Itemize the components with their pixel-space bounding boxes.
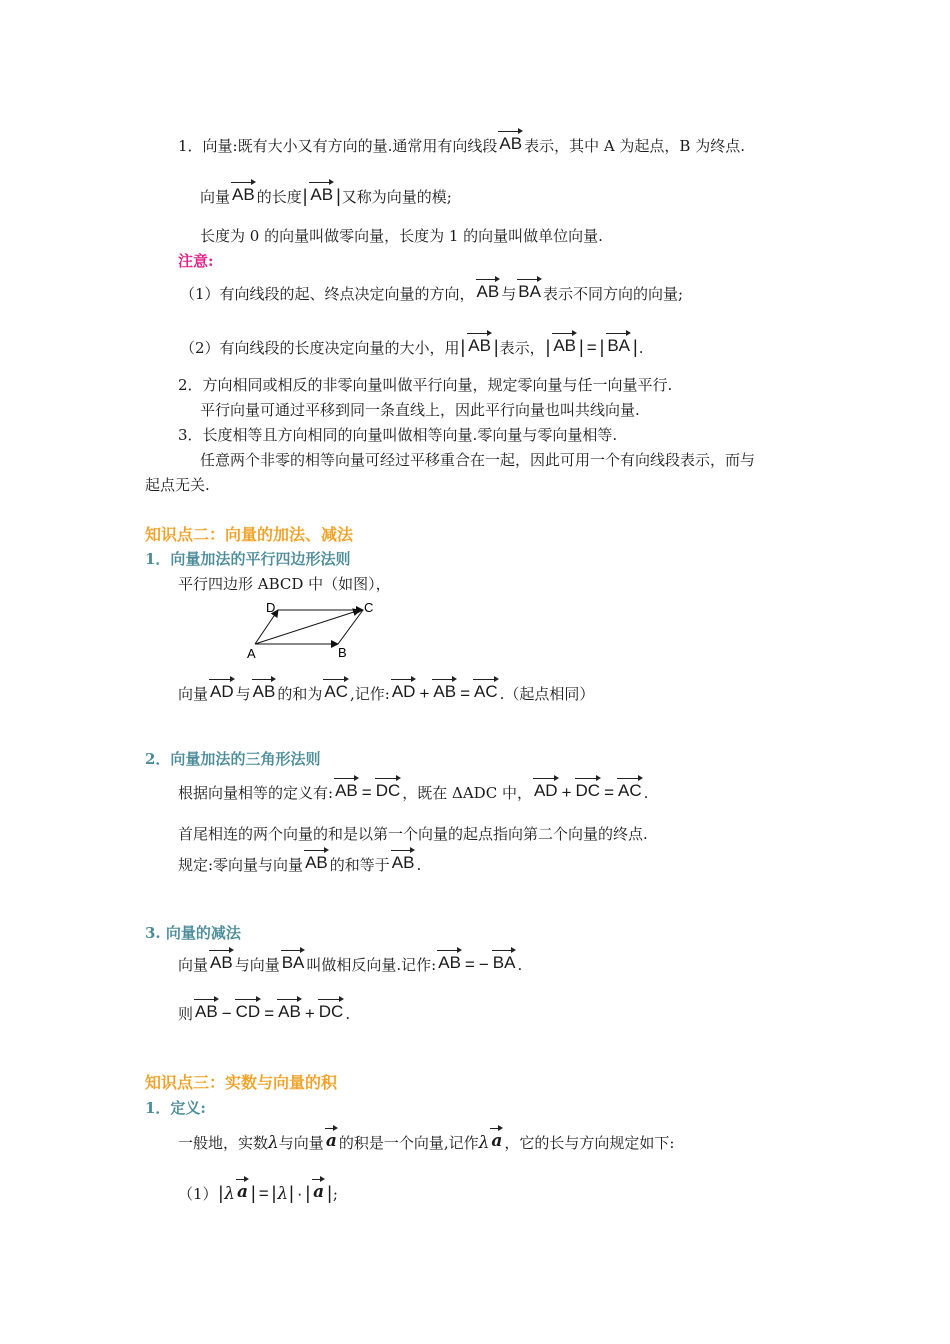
text: .（起点相同） — [499, 685, 595, 703]
label-D: D — [266, 600, 276, 615]
abs-bar: | — [460, 337, 466, 357]
lambda-symbol: λ — [277, 1184, 289, 1204]
vector-DC: DC — [375, 781, 401, 800]
line-equal-vectors: 3．长度相等且方向相同的向量叫做相等向量.零向量与零向量相等. — [178, 426, 618, 444]
diagonal-AC — [255, 610, 360, 644]
line-equal-vectors-translation: 任意两个非零的相等向量可经过平移重合在一起，因此可用一个有向线段表示，而与 — [200, 451, 756, 469]
period: . — [638, 339, 644, 357]
abs-bar: | — [633, 337, 638, 357]
line-opposite-vectors — [178, 953, 522, 975]
plus: + — [561, 783, 572, 802]
vector-a: a — [237, 1182, 249, 1202]
heading-definition: 1．定义: — [145, 1099, 206, 1117]
label-A: A — [247, 646, 256, 661]
abs-bar: | — [305, 1183, 311, 1203]
section-title-scalar-multiplication: 知识点三：实数与向量的积 — [145, 1073, 338, 1092]
plus: + — [304, 1004, 315, 1023]
abs-bar: | — [218, 1183, 224, 1203]
vector-AD: AD — [210, 682, 234, 701]
vector-AB: AB — [210, 953, 233, 972]
line-head-to-tail: 首尾相连的两个向量的和是以第一个向量的起点指向第二个向量的终点. — [178, 825, 648, 843]
heading-parallelogram-rule: 1．向量加法的平行四边形法则 — [145, 550, 351, 568]
text: 与 — [235, 685, 251, 703]
vector-AB: AB — [232, 185, 255, 204]
minus: − — [478, 955, 489, 974]
text: （1） — [178, 1185, 218, 1203]
line-parallelogram-sum — [178, 682, 594, 704]
text: 的和为 — [277, 685, 323, 703]
abs-bar: | — [579, 337, 584, 357]
vector-a: a — [313, 1182, 325, 1202]
vector-AC: AC — [324, 682, 348, 701]
text: 的和等于 — [329, 856, 390, 874]
period: . — [345, 1005, 351, 1023]
abs-bar: | — [289, 1183, 294, 1203]
label-C: C — [364, 600, 374, 615]
vector-AB: AB — [335, 781, 358, 800]
vector-AB: AB — [305, 853, 328, 872]
note-1 — [180, 282, 683, 304]
line-zero-unit-vector: 长度为 0 的向量叫做零向量，长度为 1 的向量叫做单位向量. — [200, 227, 603, 245]
edge-BC — [338, 610, 363, 644]
text: 向量 — [200, 188, 231, 206]
vector-BA: BA — [492, 953, 516, 972]
abs-bar: | — [251, 1183, 256, 1203]
text: 根据向量相等的定义有: — [178, 784, 334, 802]
heading-subtraction: 3. 向量的减法 — [145, 924, 241, 942]
vector-AB: AB — [553, 336, 576, 355]
equals: = — [361, 783, 372, 802]
text: （2）有向线段的长度决定向量的大小，用 — [180, 339, 460, 357]
line-parallelogram-intro: 平行四边形 ABCD 中（如图）， — [178, 575, 391, 593]
note-label: 注意: — [178, 252, 214, 270]
abs-bar: | — [545, 337, 551, 357]
vector-a: a — [491, 1131, 503, 1151]
equals: = — [586, 338, 597, 357]
text: 与向量 — [234, 956, 280, 974]
text: 则 — [178, 1005, 194, 1023]
heading-triangle-rule: 2．向量加法的三角形法则 — [145, 750, 321, 768]
vector-BA: BA — [518, 282, 541, 301]
abs-bar: | — [327, 1183, 332, 1203]
equals: = — [264, 1004, 275, 1023]
edge-AD — [255, 610, 278, 644]
vector-AB: AB — [278, 1002, 301, 1021]
vector-BA: BA — [281, 953, 305, 972]
lambda-symbol: λ — [224, 1184, 236, 1204]
abs-bar: | — [599, 337, 605, 357]
line-vector-definition — [178, 134, 745, 156]
line-parallel-vectors: 2．方向相同或相反的非零向量叫做平行向量，规定零向量与任一向量平行. — [178, 376, 673, 394]
text: （1）有向线段的起、终点决定向量的方向， — [180, 285, 475, 303]
text: 规定:零向量与向量 — [178, 856, 304, 874]
abs-bar: | — [336, 186, 341, 206]
parallelogram-figure — [238, 596, 388, 662]
section-title-addition-subtraction: 知识点二：向量的加法、减法 — [145, 525, 354, 544]
equals: = — [464, 955, 475, 974]
line-subtraction-identity — [178, 1002, 350, 1024]
abs-bar: | — [302, 186, 308, 206]
equals: = — [460, 684, 470, 703]
vector-AB: AB — [433, 682, 457, 701]
text: 的积是一个向量,记作 — [338, 1134, 479, 1152]
line-independent-of-start: 起点无关. — [145, 476, 210, 494]
text: 与向量 — [278, 1134, 324, 1152]
abs-bar: | — [271, 1183, 277, 1203]
vector-AB: AB — [310, 185, 334, 204]
line-collinear-vectors: 平行向量可通过平移到同一条直线上，因此平行向量也叫共线向量. — [200, 401, 640, 419]
equals: = — [604, 783, 615, 802]
text: 一般地，实数 — [178, 1134, 269, 1152]
text: ，既在 ΔADC 中， — [402, 784, 532, 802]
text: ,记作: — [349, 685, 390, 703]
text: 又称为向量的模; — [341, 188, 452, 206]
vector-AB: AB — [499, 134, 523, 153]
lambda-symbol: λ — [268, 1133, 279, 1153]
period: . — [643, 784, 649, 802]
text: 表示，其中 A 为起点，B 为终点. — [524, 137, 745, 155]
note-2 — [180, 336, 643, 358]
vector-DC: DC — [575, 781, 601, 800]
text: 叫做相反向量.记作: — [306, 956, 437, 974]
vector-AB: AB — [476, 282, 500, 301]
vector-CD: CD — [235, 1002, 261, 1021]
dot: · — [296, 1184, 303, 1203]
text: 与 — [501, 285, 517, 303]
text: 向量 — [178, 956, 209, 974]
vector-a: a — [325, 1131, 337, 1151]
abs-bar: | — [493, 337, 499, 357]
line-scalar-definition — [178, 1131, 674, 1153]
lambda-symbol: λ — [478, 1133, 490, 1153]
minus: − — [221, 1004, 232, 1023]
text: ，它的长与方向规定如下: — [504, 1134, 675, 1152]
vector-AC: AC — [618, 781, 642, 800]
vector-AB: AB — [252, 682, 276, 701]
text: 的长度 — [256, 188, 302, 206]
vector-AD: AD — [391, 682, 416, 701]
equals: = — [258, 1184, 269, 1203]
vector-BA: BA — [607, 336, 630, 355]
text: 1．向量:既有大小又有方向的量.通常用有向线段 — [178, 137, 498, 155]
text: 表示， — [499, 339, 545, 357]
text: 表示不同方向的向量; — [542, 285, 683, 303]
vector-AD: AD — [533, 781, 558, 800]
period: . — [416, 856, 422, 874]
vector-AB: AB — [195, 1002, 218, 1021]
vector-AB: AB — [438, 953, 461, 972]
plus: + — [419, 684, 430, 703]
vector-AB: AB — [468, 336, 491, 355]
text: 向量 — [178, 685, 209, 703]
line-zero-vector-sum — [178, 853, 421, 875]
line-scalar-length-rule — [178, 1182, 338, 1204]
period: . — [517, 956, 523, 974]
vector-AC: AC — [474, 682, 498, 701]
semicolon: ; — [332, 1185, 338, 1203]
line-vector-length — [200, 185, 452, 207]
label-B: B — [338, 645, 347, 660]
line-triangle-rule — [178, 781, 648, 803]
vector-DC: DC — [318, 1002, 344, 1021]
vector-AB: AB — [391, 853, 415, 872]
